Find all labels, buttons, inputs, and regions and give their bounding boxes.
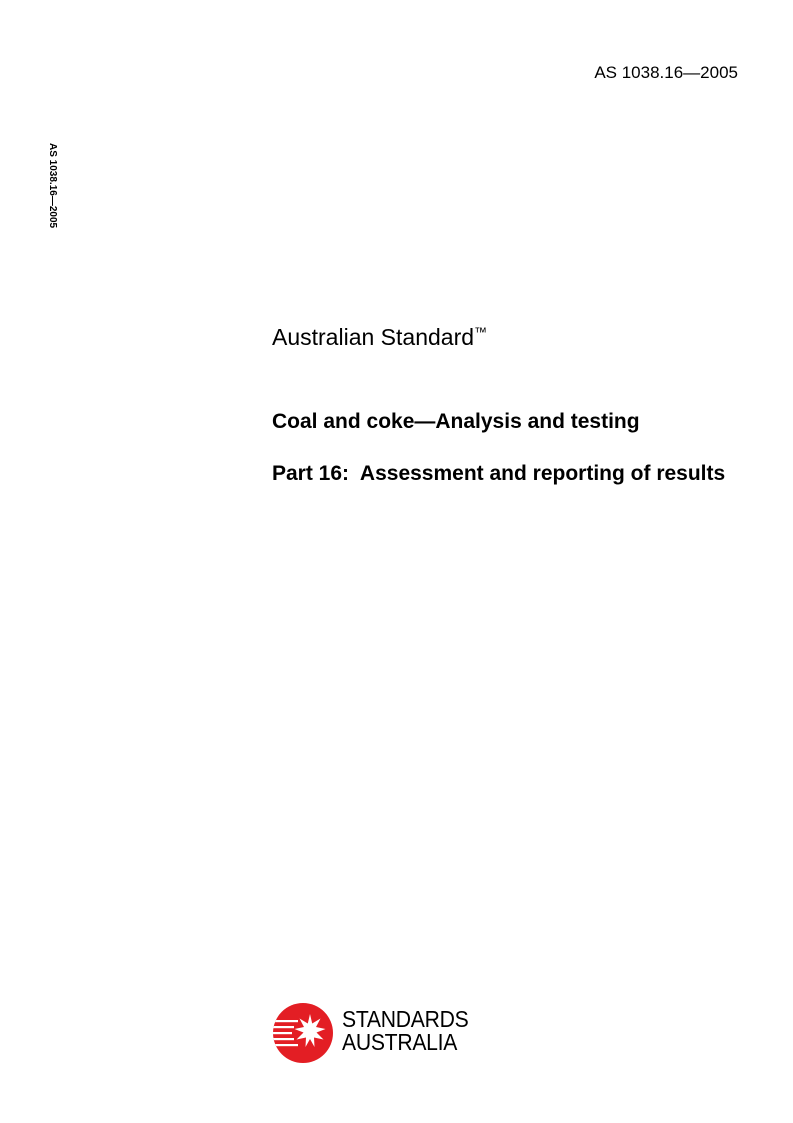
standards-australia-logo [272,1002,492,1064]
spine-document-number: AS 1038.16—2005 [47,143,58,229]
standard-type-heading [272,322,487,352]
logo-line-australia: AUSTRALIA [342,1029,458,1055]
logo-line-standards: STANDARDS [342,1006,469,1032]
part-title: Part 16: Assessment and reporting of results [272,462,726,485]
trademark-symbol: ™ [474,324,488,340]
document-title: Coal and coke—Analysis and testing [272,410,640,433]
logo-wordmark [342,1008,479,1054]
standards-australia-star-logo-icon [272,1002,334,1064]
spine-label [42,143,62,253]
standard-type-text: Australian Standard [272,324,475,350]
document-number-header: AS 1038.16—2005 [594,63,738,82]
